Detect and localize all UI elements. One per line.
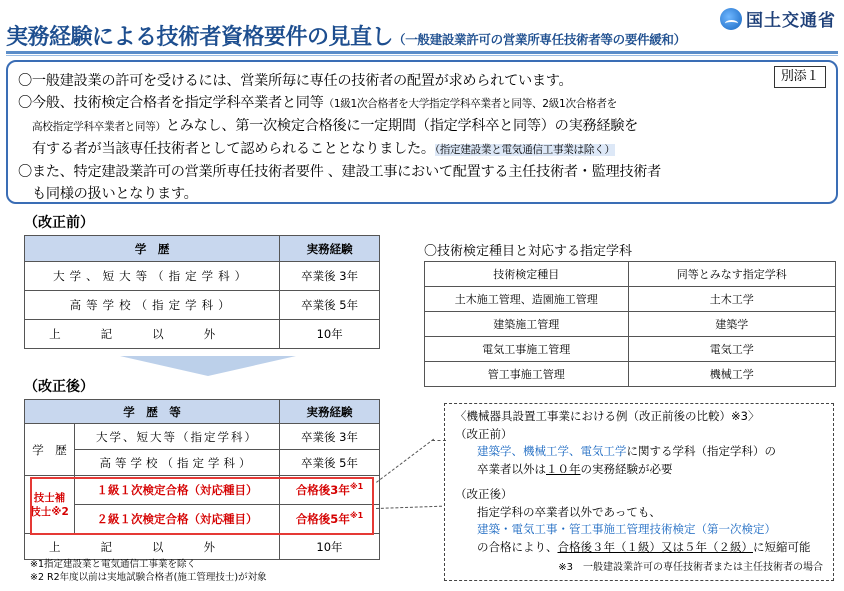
summary-line-1: 〇一般建設業の許可を受けるには、営業所毎に専任の技術者の配置が求められています。: [18, 73, 573, 89]
after-exp-cell: 10年: [280, 534, 380, 560]
machinery-before-label: （改正前）: [455, 426, 513, 441]
machinery-example-box: [444, 403, 834, 581]
annex-badge: 別添１: [774, 66, 826, 88]
after-exp-cell: 卒業後 5年: [280, 450, 380, 476]
before-exp-cell: 卒業後 3年: [280, 262, 380, 291]
mapping-dept-cell: 建築学: [628, 312, 835, 337]
before-edu-cell: 上記以外: [25, 320, 280, 349]
after-edu-cell: 大学、短大等（指定学科）: [75, 424, 280, 450]
ministry-emblem-icon: [720, 8, 742, 30]
mapping-dept-cell: 土木工学: [628, 287, 835, 312]
summary-line-2: 〇今般、技術検定合格者を指定学科卒業者と同等（1級1次合格者を大学指定学科卒業者と同等、2級1次合格者を: [18, 95, 617, 111]
page-title: 実務経験による技術者資格要件の見直し（一般建設業許可の営業所専任技術者等の要件緩和）: [6, 25, 686, 50]
machinery-note: ※3 一般建設業許可の専任技術者または主任技術者の場合: [558, 561, 823, 573]
title-divider: [6, 51, 838, 54]
after-exp-cell: 卒業後 3年: [280, 424, 380, 450]
machinery-before-line-1: 建築学、機械工学、電気工学に関する学科（指定学科）の: [477, 444, 776, 458]
page-subtitle: （一般建設業許可の営業所専任技術者等の要件緩和）: [393, 32, 686, 47]
before-header-edu: 学 歴: [25, 236, 280, 262]
before-edu-cell: 大学、短大等（指定学科）: [25, 262, 280, 291]
connector-line-lower: [376, 506, 442, 509]
before-exp-cell: 卒業後 5年: [280, 291, 380, 320]
after-header-edu: 学 歴 等: [25, 400, 280, 424]
before-label: （改正前）: [24, 215, 94, 231]
footnote-1: ※1指定建設業と電気通信工事業を除く: [30, 559, 197, 570]
machinery-before-line-2: 卒業者以外は１０年の実務経験が必要: [477, 461, 673, 476]
machinery-after-label: （改正後）: [455, 487, 513, 501]
summary-line-5: 〇また、特定建設業許可の営業所専任技術者要件 、建設工事において配置する主任技術者・監理技術者: [18, 164, 662, 180]
after-group-gishi: 技士補 技士※2: [25, 476, 75, 534]
after-group-gakureki: 学 歴: [25, 424, 75, 476]
before-edu-cell: 高等学校（指定学科）: [25, 291, 280, 320]
mapping-exam-cell: 管工事施工管理: [425, 362, 629, 387]
machinery-after-line-3: の合格により、合格後３年（１級）又は５年（２級）に短縮可能: [477, 539, 811, 554]
summary-line-6: も同様の扱いとなります。: [32, 186, 198, 202]
mapping-exam-cell: 土木施工管理、造園施工管理: [425, 287, 629, 312]
down-arrow-icon: [120, 356, 296, 376]
after-edu-cell: １級１次検定合格（対応種目）: [75, 476, 280, 505]
summary-line-3: 高校指定学科卒業者と同等）とみなし、第一次検定合格後に一定期間（指定学科卒と同等）の実務経験を: [32, 118, 639, 134]
mapping-header-dept: 同等とみなす指定学科: [628, 262, 835, 287]
mapping-dept-cell: 電気工学: [628, 337, 835, 362]
connector-line-upper: [376, 439, 434, 483]
title-divider-thin: [6, 55, 838, 56]
highlight-box: [30, 477, 374, 535]
before-table: [24, 235, 380, 349]
table-row: [25, 320, 380, 349]
after-exp-cell: 合格後5年$^{※1}$: [280, 505, 380, 534]
mapping-label: 〇技術検定種目と対応する指定学科: [424, 244, 633, 259]
mapping-table: [424, 261, 836, 387]
after-header-exp: 実務経験: [280, 400, 380, 424]
before-header-exp: 実務経験: [280, 236, 380, 262]
ministry-name: 国土交通省: [746, 11, 836, 31]
mapping-exam-cell: 建築施工管理: [425, 312, 629, 337]
table-row: [425, 337, 836, 362]
machinery-title: 〈機械器具設置工事業における例（改正前後の比較）※3〉: [455, 409, 760, 423]
table-row: [425, 362, 836, 387]
after-edu-cell: ２級１次検定合格（対応種目）: [75, 505, 280, 534]
table-row: [25, 262, 380, 291]
footnote-2: ※2 R2年度以前は実地試験合格者(施工管理技士)が対象: [30, 572, 267, 583]
footnotes: [30, 558, 267, 584]
mapping-dept-cell: 機械工学: [628, 362, 835, 387]
table-row: [425, 312, 836, 337]
after-edu-cell: 上記以外: [25, 534, 280, 560]
machinery-after-line-2: 建築・電気工事・管工事施工管理技術検定（第一次検定）: [477, 522, 776, 536]
after-exp-cell: 合格後3年$^{※1}$: [280, 476, 380, 505]
summary-line-4: 有する者が当該専任技術者として認められることとなりました。（指定建設業と電気通信工事業は除く）: [32, 141, 615, 157]
table-row: [25, 291, 380, 320]
after-edu-cell: 高等学校（指定学科）: [75, 450, 280, 476]
after-label: （改正後）: [24, 379, 94, 395]
table-row: [425, 287, 836, 312]
mapping-exam-cell: 電気工事施工管理: [425, 337, 629, 362]
table-row: [25, 424, 380, 450]
table-row: [25, 450, 380, 476]
summary-box: [6, 60, 838, 204]
before-exp-cell: 10年: [280, 320, 380, 349]
mapping-header-exam: 技術検定種目: [425, 262, 629, 287]
table-row: [25, 534, 380, 560]
machinery-after-line-1: 指定学科の卒業者以外であっても、: [477, 504, 661, 519]
ministry-logo: [720, 6, 836, 31]
